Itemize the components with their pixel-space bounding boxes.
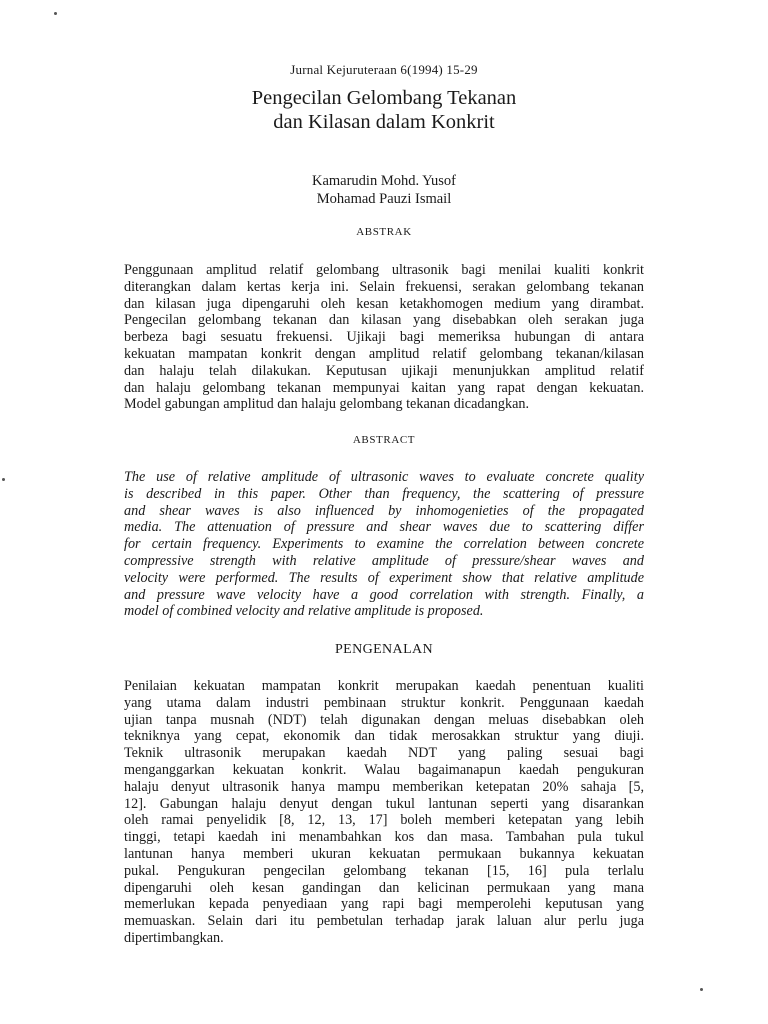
abstract-heading: ABSTRACT — [352, 434, 416, 446]
abstrak-paragraph — [124, 262, 644, 413]
scan-speck — [2, 478, 5, 481]
text-line: dipertimbangkan. — [124, 929, 224, 946]
text-line: memerlukan kepada penyediaan yang rapi bagi memperolehi keputusan yang — [124, 896, 644, 913]
text-line: yang utama dalam industri pembinaan struktur konkrit. Penggunaan kaedah — [124, 694, 644, 711]
text-line: dipengaruhi oleh kesan gandingan dan kelicinan permukaan yang mana — [124, 879, 644, 896]
text-line: dan kilasan juga dipengaruhi oleh kesan ketakhomogen medium yang dirambat. — [124, 295, 644, 312]
text-line: oleh ramai penyelidik [8, 12, 13, 17] boleh memberi ketepatan yang lebih — [124, 812, 644, 829]
abstrak-heading: ABSTRAK — [356, 226, 412, 238]
text-line: halaju denyut ultrasonik hanya mampu memberikan ketepatan 20% sahaja [5, — [124, 778, 644, 795]
author-list — [0, 172, 768, 208]
text-line: tinggi, tetapi kaedah ini menambahkan kos dan masa. Tambahan pula tukul — [124, 829, 644, 846]
journal-citation: Jurnal Kejuruteraan 6(1994) 15-29 — [290, 62, 478, 77]
scan-speck — [700, 988, 703, 991]
author-name: Kamarudin Mohd. Yusof — [311, 173, 457, 189]
text-line: memuaskan. Selain dari itu pembetulan terhadap jarak laluan alur perlu juga — [124, 913, 644, 930]
paper-title — [0, 86, 768, 134]
scan-speck — [54, 12, 57, 15]
paper-title-line: dan Kilasan dalam Konkrit — [273, 111, 495, 133]
text-line: ujian tanpa musnah (NDT) telah digunakan dengan meluas disebabkan oleh — [124, 711, 644, 728]
text-line: dan halaju gelombang tekanan mempunyai kaitan yang rapat dengan kekuatan. — [124, 379, 644, 396]
text-line: menganggarkan kekuatan konkrit. Walau bagaimanapun kaedah pengukuran — [124, 761, 644, 778]
text-line: diterangkan dalam kertas kerja ini. Selain frekuensi, serakan gelombang tekanan — [124, 278, 644, 295]
paper-title-line: Pengecilan Gelombang Tekanan — [251, 87, 517, 109]
text-line: Penggunaan amplitud relatif gelombang ultrasonik bagi menilai kualiti konkrit — [124, 262, 644, 278]
text-line: The use of relative amplitude of ultrasonic waves to evaluate concrete quality — [124, 469, 644, 485]
text-line: velocity were performed. The results of experiment show that relative amplitude — [124, 569, 644, 586]
text-line: Pengecilan gelombang tekanan dan kilasan yang disebabkan oleh serakan juga — [124, 312, 644, 329]
text-line: and pressure wave velocity have a good correlation with strength. Finally, a — [124, 586, 644, 603]
text-line: Teknik ultrasonik merupakan kaedah NDT yang paling sesuai bagi — [124, 745, 644, 762]
section-heading-pengenalan: PENGENALAN — [334, 642, 434, 657]
author-name: Mohamad Pauzi Ismail — [316, 191, 452, 207]
abstract-paragraph — [124, 469, 644, 620]
text-line: for certain frequency. Experiments to examine the correlation between concrete — [124, 536, 644, 553]
text-line: berbeza bagi sesuatu frekuensi. Ujikaji bagi memeriksa hubungan di antara — [124, 329, 644, 346]
text-line: lantunan hanya memberi ukuran kekuatan permukaan bukannya kekuatan — [124, 845, 644, 862]
text-line: tekniknya yang cepat, ekonomik dan tidak merosakkan struktur yang diuji. — [124, 728, 644, 745]
text-line: media. The attenuation of pressure and shear waves due to scattering differ — [124, 519, 644, 536]
text-line: dan halaju telah dilakukan. Keputusan ujikaji menunjukkan amplitud relatif — [124, 362, 644, 379]
text-line: Model gabungan amplitud dan halaju gelombang tekanan dicadangkan. — [124, 396, 530, 413]
pengenalan-paragraph — [124, 678, 644, 947]
text-line: model of combined velocity and relative amplitude is proposed. — [124, 603, 484, 620]
text-line: compressive strength with relative amplitude of pressure/shear waves and — [124, 552, 644, 569]
text-line: kekuatan mampatan konkrit dengan amplitud relatif gelombang tekanan/kilasan — [124, 345, 644, 362]
text-line: pukal. Pengukuran pengecilan gelombang tekanan [15, 16] pula terlalu — [124, 862, 644, 879]
text-line: is described in this paper. Other than frequency, the scattering of pressure — [124, 485, 644, 502]
text-line: 12]. Gabungan halaju denyut dengan tukul lantunan seperti yang disarankan — [124, 795, 644, 812]
text-line: Penilaian kekuatan mampatan konkrit merupakan kaedah penentuan kualiti — [124, 678, 644, 694]
text-line: and shear waves is also influenced by inhomogenieties of the propagated — [124, 502, 644, 519]
